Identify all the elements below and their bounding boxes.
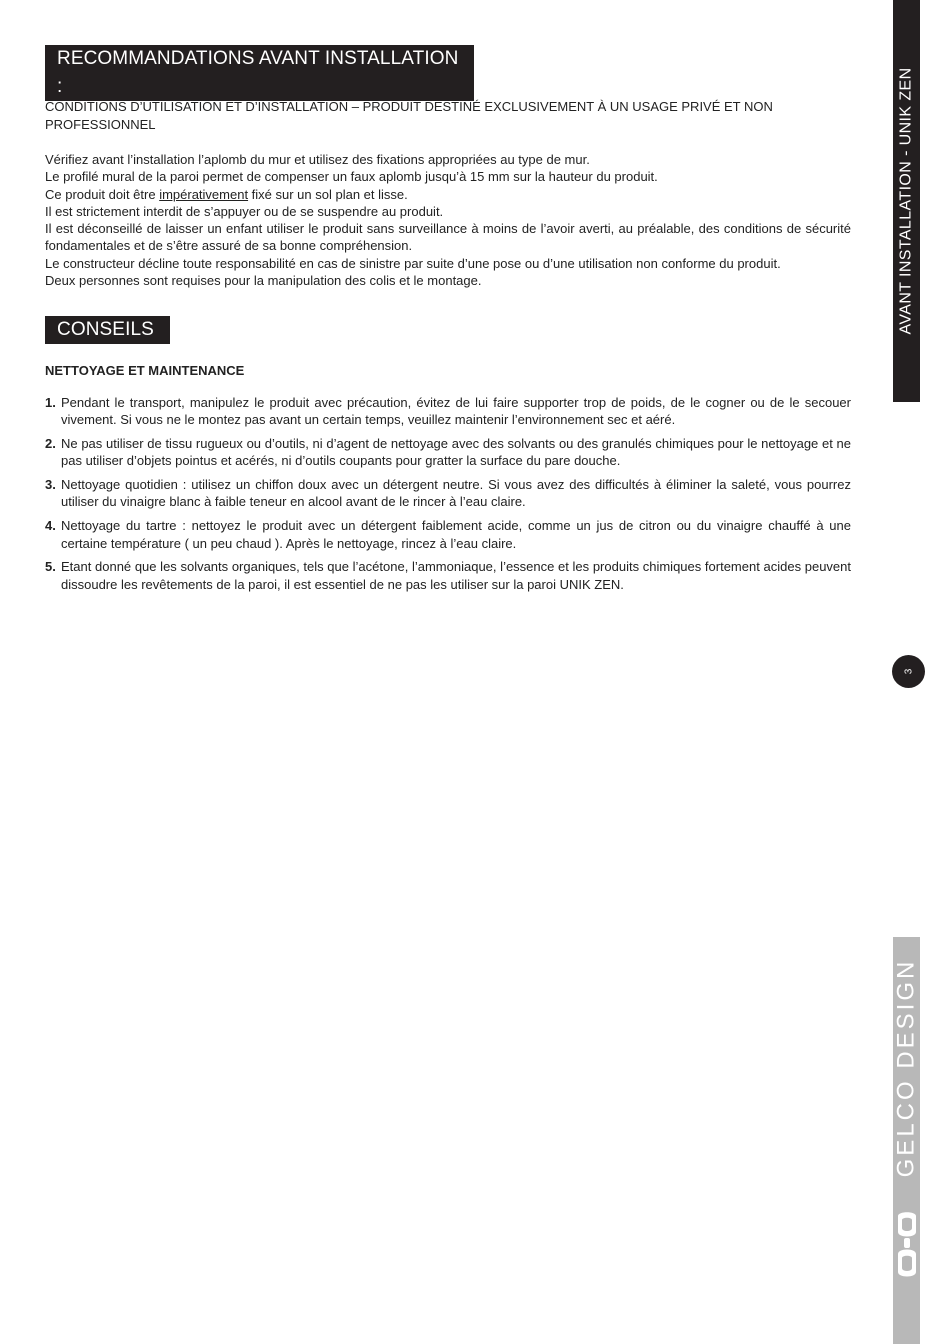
list-item [45, 435, 851, 470]
intro-line: Deux personnes sont requises pour la manipulation des colis et le montage. [45, 273, 482, 289]
item-text: Nettoyage quotidien : utilisez un chiffon doux avec un détergent neutre. Si vous avez des difficultés à éliminer la saleté, vous pourrez utiliser du vinaigre blanc à faible teneur en alcool avant de le rincer à l’eau claire. [61, 477, 851, 510]
item-number: 1. [45, 395, 56, 410]
list-item [45, 558, 851, 593]
intro-line: Le constructeur décline toute responsabilité en cas de sinistre par suite d’une pose ou d’une utilisation non conforme du produit. [45, 255, 781, 271]
brand-name: GELCO DESIGN [892, 958, 920, 1178]
item-number: 4. [45, 518, 56, 534]
item-text: Ne pas utiliser de tissu rugueux ou d’outils, ni d’agent de nettoyage avec des solvants ou des granulés chimiques pour le nettoyage et ne pas utiliser d’objets pointus et acérés, ni d’outils coupants pour gratter la surface du pare douche. [61, 436, 851, 469]
page-number-text: 3 [903, 668, 914, 675]
side-band-text: AVANT INSTALLATION - UNIK ZEN [897, 67, 915, 335]
section-title-recommandations: RECOMMANDATIONS AVANT INSTALLATION : [45, 45, 474, 101]
intro-line: Le profilé mural de la paroi permet de compenser un faux aplomb jusqu’à 15 mm sur la hauteur du produit. [45, 169, 658, 185]
list-item [45, 517, 851, 552]
item-text: Pendant le transport, manipulez le produit avec précaution, évitez de lui faire supporter trop de poids, de le cogner ou de le secouer vivement. Si vous ne le montez pas avant un certain temps, veuillez maintenir l’environnement sec et aéré. [61, 395, 851, 428]
advice-list [45, 394, 851, 599]
list-item [45, 476, 851, 511]
intro-line [45, 186, 851, 203]
page-number [892, 655, 925, 688]
intro-line: Il est déconseillé de laisser un enfant utiliser le produit sans surveillance à moins de l’avoir averti, au préalable, des conditions de sécurité fondamentales et de s’être assuré de sa bonne compréhension. [45, 221, 851, 254]
brand-logo-icon [895, 1208, 919, 1284]
section-title-conseils: CONSEILS [45, 316, 170, 344]
item-number: 2. [45, 436, 56, 452]
brand-label [893, 937, 920, 1199]
intro-text-part: fixé sur un sol plan et lisse. [248, 186, 408, 202]
intro-line: Il est strictement interdit de s’appuyer ou de se suspendre au produit. [45, 203, 444, 219]
intro-paragraph [45, 151, 851, 289]
intro-line: Vérifiez avant l’installation l’aplomb du mur et utilisez des fixations appropriées au type de mur. [45, 152, 590, 167]
item-text: Nettoyage du tartre : nettoyez le produit avec un détergent faiblement acide, comme un jus de citron ou du vinaigre chauffé à une certaine température ( un peu chaud ). Après le nettoyage, rincez à l’eau claire. [61, 518, 851, 551]
item-number: 5. [45, 559, 56, 575]
list-item [45, 394, 851, 429]
nettoyage-heading: NETTOYAGE ET MAINTENANCE [45, 363, 245, 378]
conditions-heading: CONDITIONS D’UTILISATION ET D’INSTALLATION – PRODUIT DESTINÉ EXCLUSIVEMENT À UN USAGE PRIVÉ ET NON PROFESSIONNEL [45, 99, 773, 132]
item-number: 3. [45, 477, 56, 493]
item-text: Etant donné que les solvants organiques, tels que l’acétone, l’ammoniaque, l’essence et les produits chimiques fortement acides peuvent dissoudre les revêtements de la paroi, il est essentiel de ne pas les utiliser sur la paroi UNIK ZEN. [61, 559, 851, 592]
side-band-label [893, 0, 920, 402]
underlined-word: impérativement [159, 186, 249, 202]
intro-text-part: Ce produit doit être [45, 186, 160, 202]
